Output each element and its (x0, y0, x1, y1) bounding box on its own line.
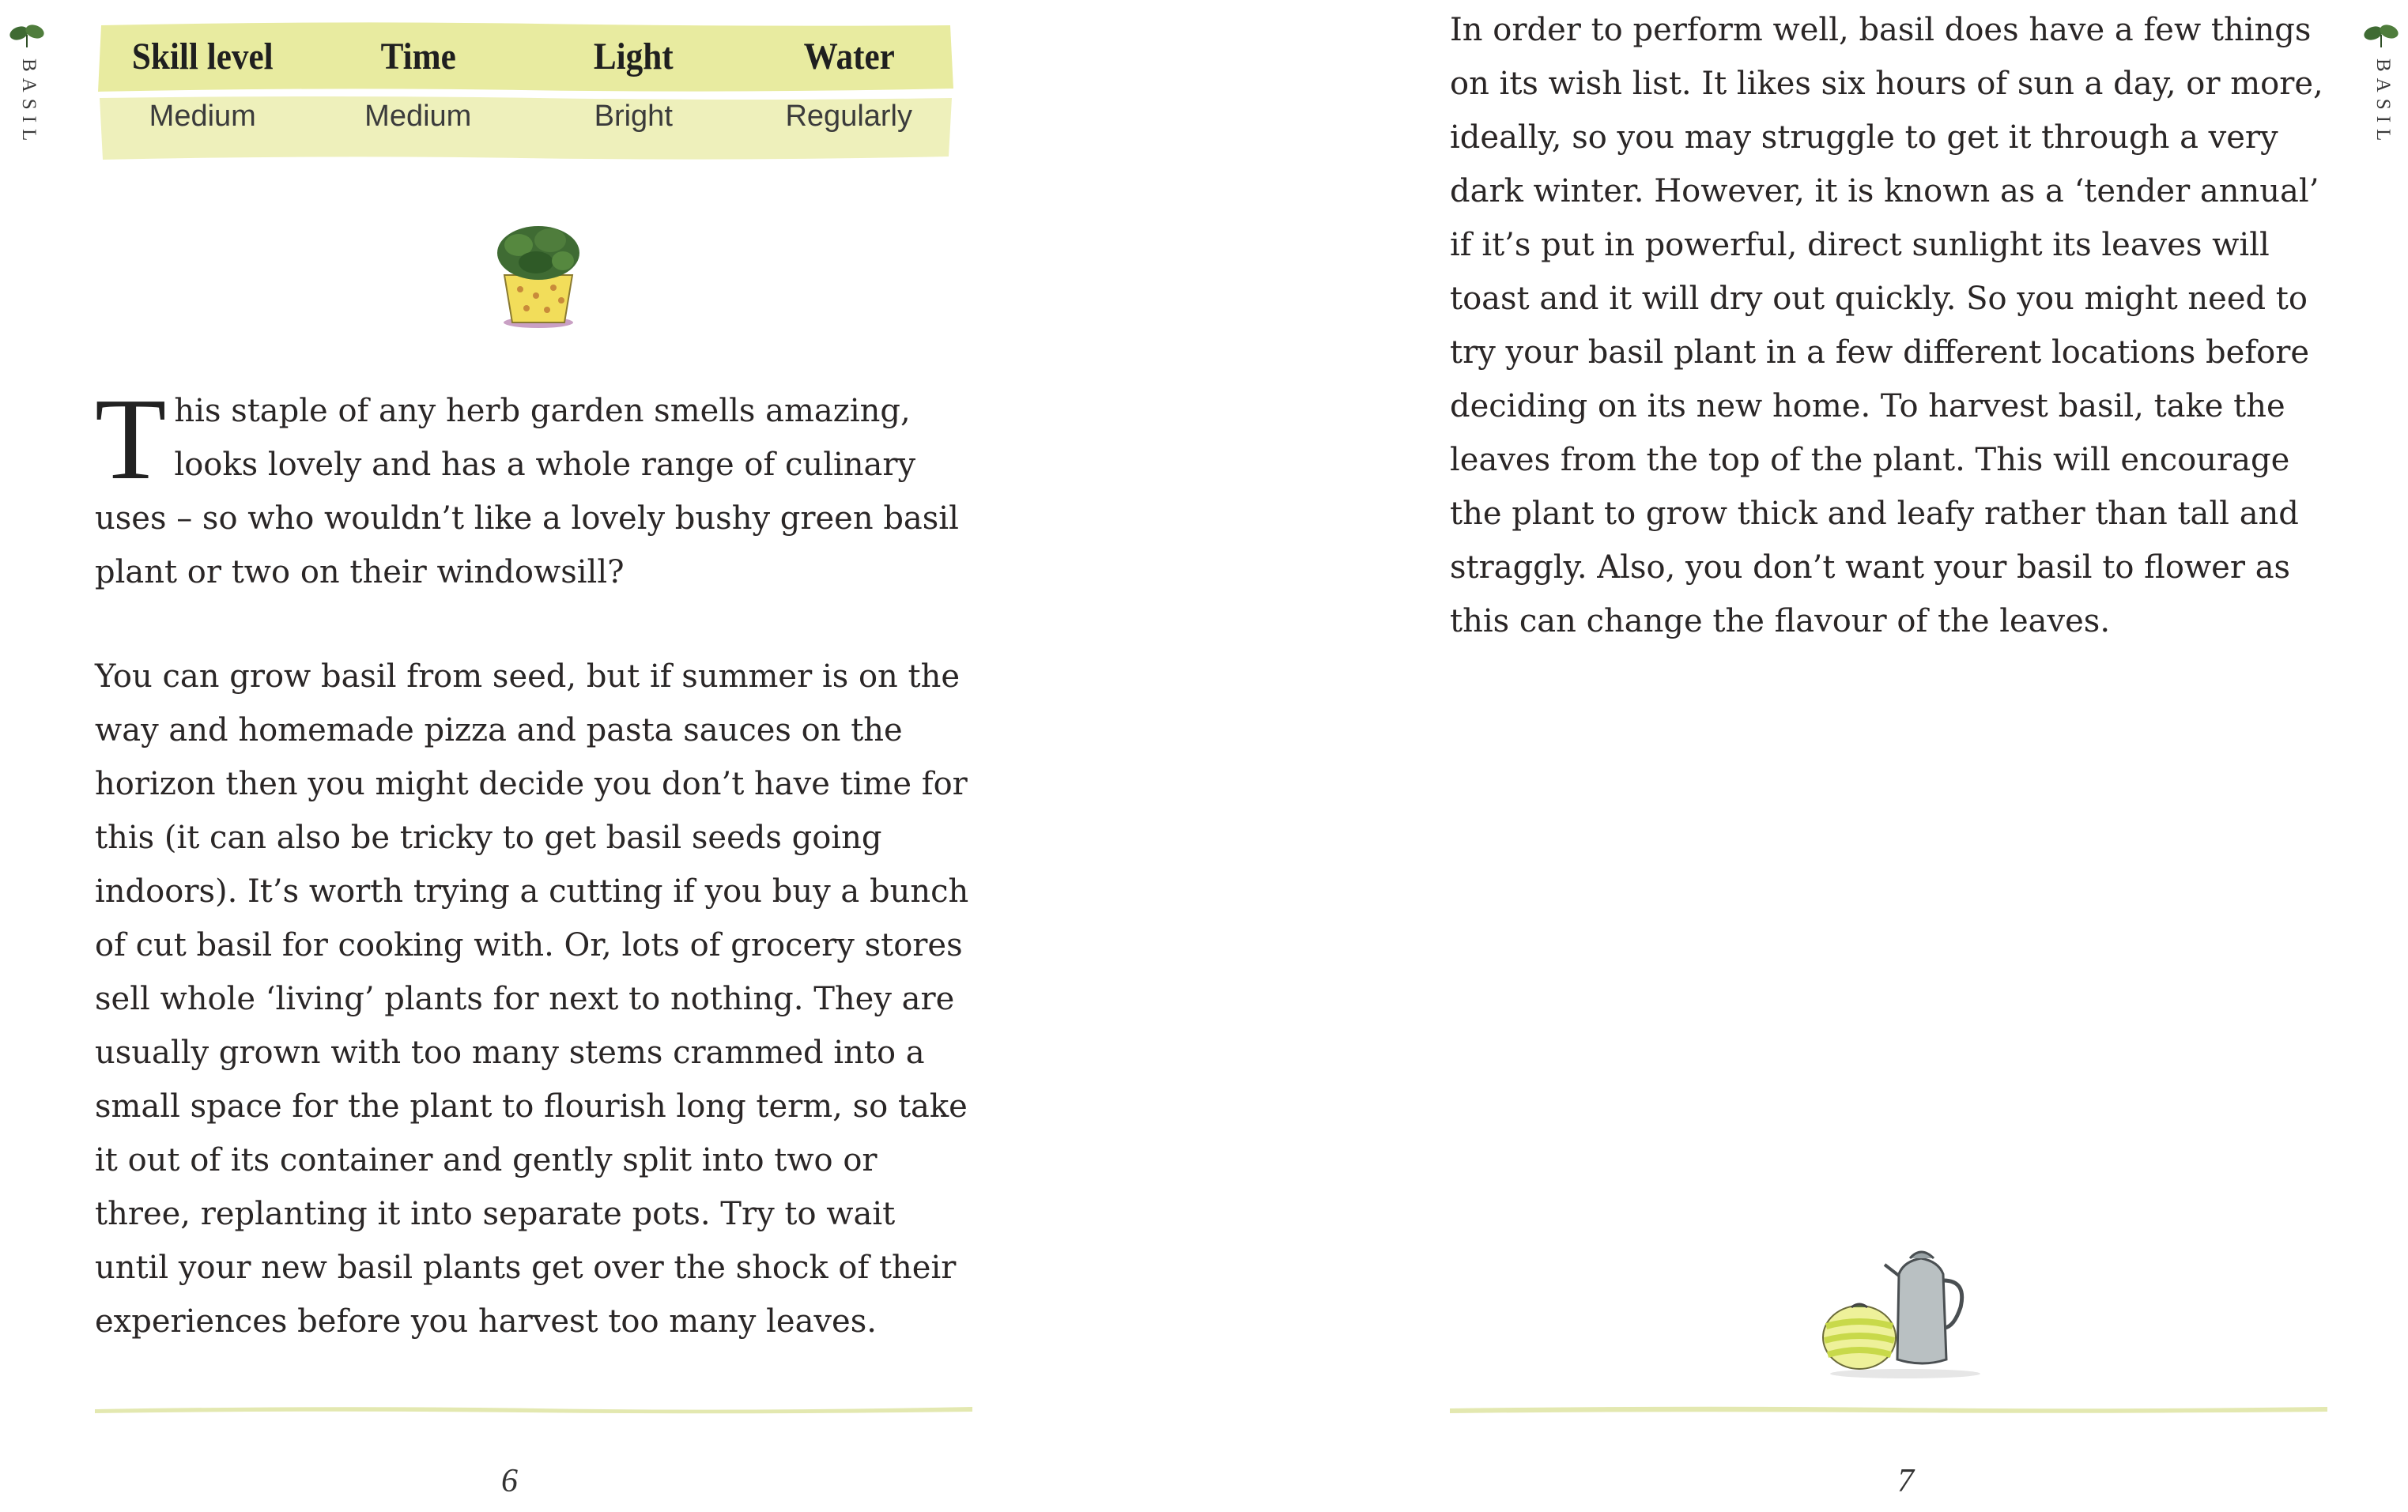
footer-rule-right (1450, 1403, 2327, 1416)
value-skill-level: Medium (149, 100, 256, 133)
potted-basil-icon (487, 221, 590, 332)
intro-paragraph (95, 375, 972, 599)
basil-leaf-icon (2362, 17, 2400, 49)
care-paragraph: In order to perform well, basil does have a few things on its wish list. It likes six hours of sun a day, or more, ideally, so you may struggle to get it through a very dark winter. However, it is known as a ‘tender annual’ if it’s put in powerful, direct sunlight its leaves will toast and it will dry out quickly. So you might need to try your basil plant in a few different locations before deciding on its new home. To harvest basil, take the leaves from the top of the plant. This will encourage the plant to grow thick and leafy rather than tall and straggly. Also, you don’t want your basil to flower as this can change the flavour of the leaves. (1450, 12, 2323, 639)
header-skill-level: Skill level (131, 36, 274, 77)
value-water: Regularly (785, 100, 913, 133)
header-light: Light (593, 36, 674, 77)
plant-info-table (95, 21, 957, 161)
header-water: Water (803, 36, 895, 77)
info-table-value-row (95, 100, 957, 147)
teapot-and-striped-pot-icon (1818, 1241, 1984, 1379)
info-table-header-row (95, 35, 957, 87)
page-number-right: 7 (1897, 1463, 1914, 1499)
basil-leaf-icon (8, 17, 46, 49)
growing-paragraph: You can grow basil from seed, but if summer is on the way and homemade pizza and pasta sauces on the horizon then you might decide you don’t have time for this (it can also be tricky to get basil seeds going indoors). It’s worth trying a cutting if you buy a bunch of cut basil for cooking with. Or, lots of grocery stores sell whole ‘living’ plants for next to nothing. They are usually grown with too many stems crammed into a small space for the plant to flourish long term, so take it out of its container and gently split into two or three, replanting it into separate pots. Try to wait until your new basil plants get over the shock of their experiences before you harvest too many leaves. (95, 658, 969, 1340)
side-tab-label: BASIL (2372, 58, 2394, 148)
header-time: Time (380, 36, 456, 77)
side-tab-left (8, 17, 46, 152)
footer-rule-left (95, 1403, 972, 1416)
value-time: Medium (364, 100, 472, 133)
intro-paragraph-text: his staple of any herb garden smells amazing, looks lovely and has a whole range of culinary uses – so who wouldn’t like a lovely bushy green basil plant or two on their windowsill? (95, 393, 959, 590)
side-tab-right (2362, 17, 2400, 152)
drop-cap: T (95, 375, 167, 504)
page-number-left: 6 (501, 1463, 518, 1499)
value-light: Bright (594, 100, 673, 133)
side-tab-label: BASIL (18, 58, 40, 148)
